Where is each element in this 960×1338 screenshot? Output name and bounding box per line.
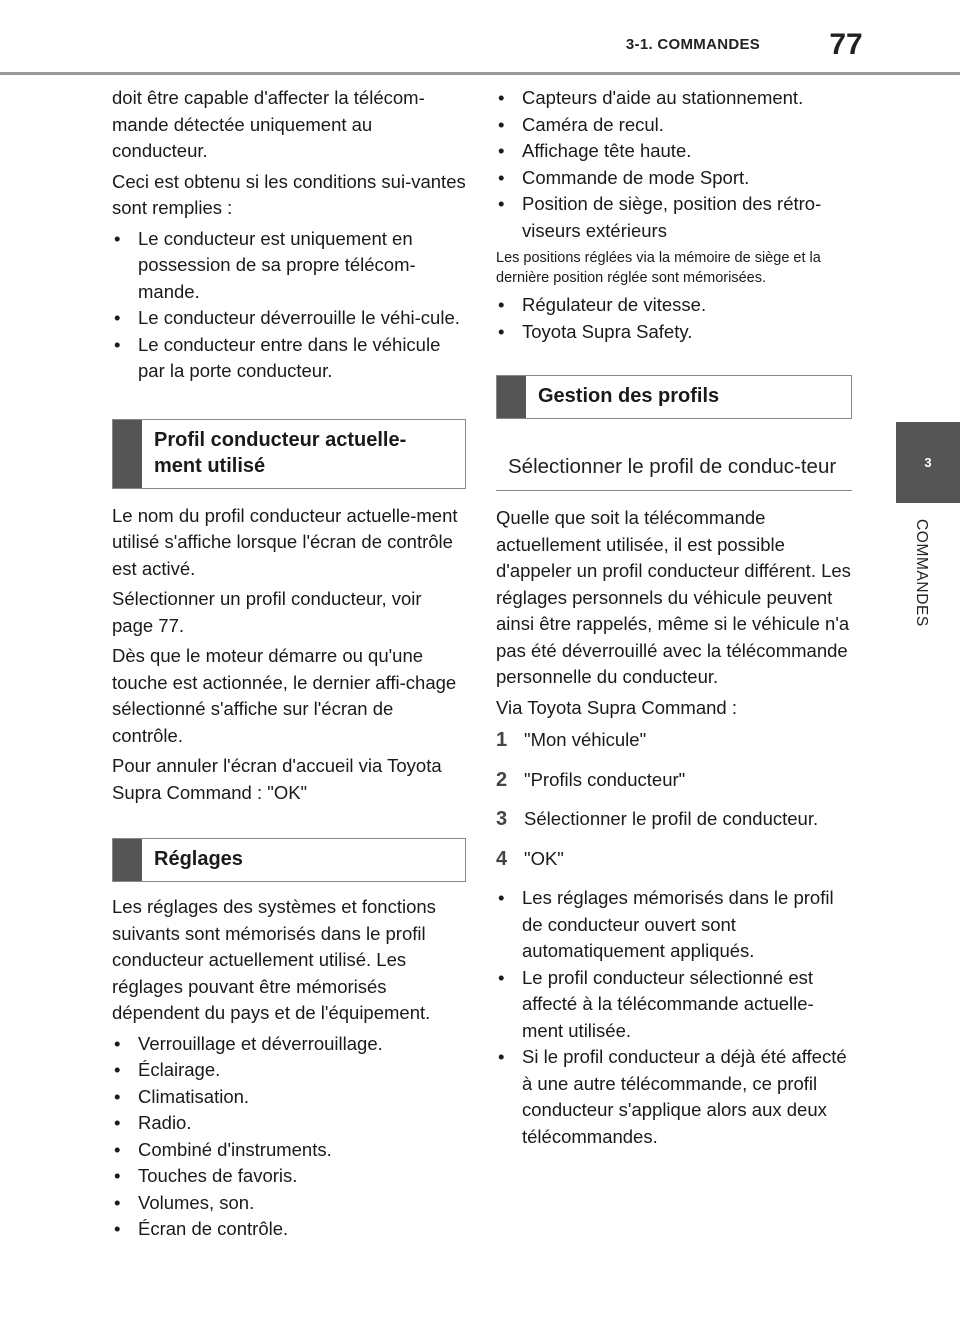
section-heading-profile-management — [496, 375, 852, 419]
paragraph: Sélectionner un profil conducteur, voir page 77. — [112, 588, 422, 636]
list-item: • Combiné d'instruments. — [112, 1137, 466, 1164]
list-item: • Caméra de recul. — [496, 112, 852, 139]
step-text: Sélectionner le profil de conducteur. — [524, 808, 819, 829]
settings-list-continued-2 — [496, 292, 852, 345]
heading-bar — [113, 420, 142, 488]
list-item: • Le conducteur est uniquement en possession de sa propre télécom-mande. — [112, 226, 466, 306]
list-item: • Toyota Supra Safety. — [496, 319, 852, 346]
list-item: • Le conducteur déverrouille le véhi-cule. — [112, 305, 466, 332]
heading-text: Profil conducteur actuelle-ment utilisé — [154, 428, 407, 477]
heading-text: Gestion des profils — [538, 385, 720, 407]
list-item: • Capteurs d'aide au stationnement. — [496, 85, 852, 112]
list-item: • Climatisation. — [112, 1084, 466, 1111]
paragraph: Dès que le moteur démarre ou qu'une touche est actionnée, le dernier affi-chage sélectionné s'affiche sur l'écran de contrôle. — [112, 645, 457, 746]
list-item: • Le profil conducteur sélectionné est affecté à la télécommande actuelle-ment utilisée. — [496, 965, 852, 1045]
paragraph: Pour annuler l'écran d'accueil via Toyota Supra Command : "OK" — [112, 755, 442, 803]
paragraph: Ceci est obtenu si les conditions sui-vantes sont remplies : — [112, 170, 466, 218]
paragraph: doit être capable d'affecter la télécom-mande détectée uniquement au conducteur. — [112, 87, 425, 161]
conditions-list — [112, 226, 466, 385]
paragraph: Les réglages des systèmes et fonctions suivants sont mémorisés dans le profil conducteur actuellement utilisé. Les réglages pouvant être mémorisés dépendent du pays et de l'équipement. — [112, 896, 436, 1023]
paragraph: Le nom du profil conducteur actuelle-ment utilisé s'affiche lorsque l'écran de contrôle est activé. — [112, 504, 458, 579]
step-number: 1 — [496, 729, 508, 751]
list-item: • Position de siège, position des rétro-viseurs extérieurs — [496, 191, 852, 244]
list-item: • Les réglages mémorisés dans le profil de conducteur ouvert sont automatiquement appliqués. — [496, 885, 852, 965]
header-divider — [0, 72, 960, 75]
step-item — [496, 767, 852, 794]
heading-bar — [113, 839, 142, 881]
list-item: • Écran de contrôle. — [112, 1216, 466, 1243]
list-item: • Éclairage. — [112, 1057, 466, 1084]
chapter-tab-label: COMMANDES — [913, 519, 930, 627]
notes-list — [496, 885, 852, 1150]
step-item — [496, 727, 852, 754]
list-item: • Si le profil conducteur a déjà été affecté à une autre télécommande, ce profil conducteur s'applique alors aux deux télécommandes. — [496, 1044, 852, 1150]
list-item: • Commande de mode Sport. — [496, 165, 852, 192]
paragraph: Quelle que soit la télécommande actuellement utilisée, il est possible d'appeler un profil conducteur différent. Les réglages personnels du véhicule peuvent ainsi être rappelés, même si le véhicule n'a pas été déverrouillé avec la télécommande personnelle du conducteur. — [496, 507, 851, 687]
section-heading-settings — [112, 838, 466, 882]
subheading-select-profile: Sélectionner le profil de conduc-teur — [496, 449, 852, 491]
list-item: • Verrouillage et déverrouillage. — [112, 1031, 466, 1058]
running-header-section: 3-1. COMMANDES — [625, 36, 761, 53]
step-text: "OK" — [524, 847, 564, 869]
list-item: • Affichage tête haute. — [496, 138, 852, 165]
list-item: • Régulateur de vitesse. — [496, 292, 852, 319]
right-column — [496, 85, 852, 1154]
paragraph: Via Toyota Supra Command : — [496, 696, 737, 718]
left-column — [112, 85, 466, 1247]
step-item — [496, 806, 852, 833]
step-text: "Profils conducteur" — [524, 768, 686, 790]
list-item: • Radio. — [112, 1110, 466, 1137]
chapter-tab-number: 3 — [896, 422, 960, 503]
settings-list-continued — [496, 85, 852, 244]
step-text: "Mon véhicule" — [524, 729, 647, 750]
note: Les positions réglées via la mémoire de siège et la dernière position réglée sont mémorisées. — [496, 250, 821, 286]
step-number: 3 — [496, 808, 508, 830]
step-item — [496, 846, 852, 873]
section-heading-current-profile — [112, 419, 466, 489]
list-item: • Volumes, son. — [112, 1190, 466, 1217]
heading-bar — [497, 376, 526, 418]
steps-list — [496, 727, 852, 872]
step-number: 2 — [496, 768, 508, 791]
settings-list — [112, 1031, 466, 1243]
list-item: • Touches de favoris. — [112, 1163, 466, 1190]
step-number: 4 — [496, 847, 508, 870]
heading-text: Réglages — [154, 848, 243, 870]
list-item: • Le conducteur entre dans le véhicule par la porte conducteur. — [112, 332, 466, 385]
page-number: 77 — [829, 28, 863, 61]
